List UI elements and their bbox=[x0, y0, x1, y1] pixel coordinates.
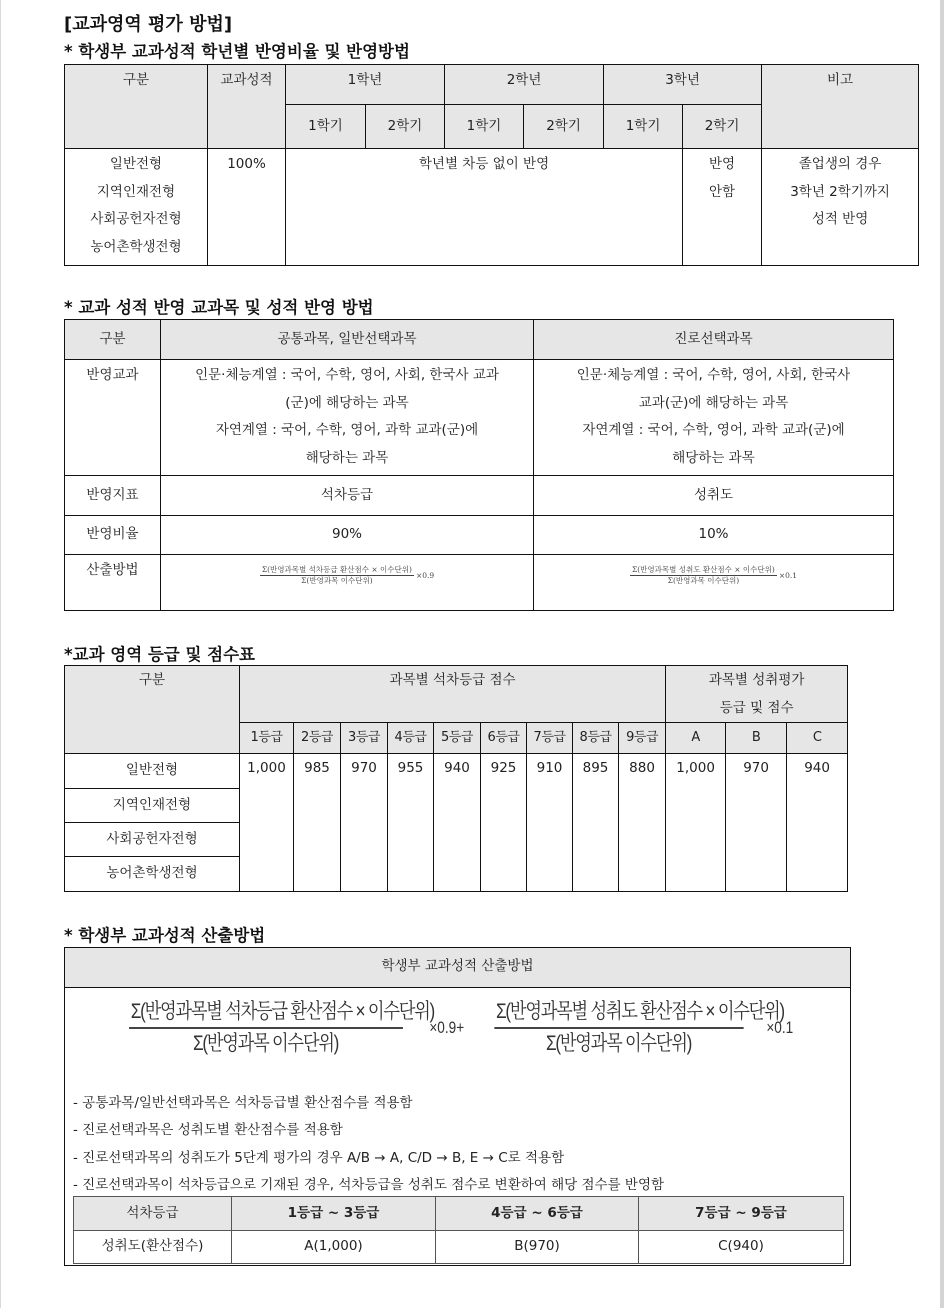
row-label-method: 산출방법 bbox=[65, 555, 161, 611]
header-achievement: C bbox=[787, 723, 848, 754]
reflection-cell: 학년별 차등 없이 반영 bbox=[286, 149, 683, 266]
admission-type: 일반전형 bbox=[109, 156, 163, 172]
header-grade: 7등급 bbox=[527, 723, 573, 754]
header-grade: 3등급 bbox=[341, 723, 388, 754]
remarks-line: 3학년 2학기까지 bbox=[790, 183, 890, 200]
header-remarks: 비고 bbox=[762, 65, 919, 149]
header-achievement-group bbox=[666, 666, 848, 723]
conversion-header: 4등급 ~ 6등급 bbox=[436, 1197, 639, 1231]
grade-score: 910 bbox=[527, 754, 573, 892]
total-formula bbox=[101, 990, 821, 1065]
formula-multiplier: ×0.9+ bbox=[429, 1017, 465, 1037]
conversion-header: 1등급 ~ 3등급 bbox=[232, 1197, 436, 1231]
header-grade: 5등급 bbox=[434, 723, 481, 754]
header-grade: 9등급 bbox=[619, 723, 666, 754]
formula-denominator: Σ(반영과목 이수단위) bbox=[193, 1031, 339, 1055]
grade-score-table bbox=[64, 665, 848, 892]
header-semester: 1학기 bbox=[445, 105, 524, 149]
admission-type: 사회공헌자전형 bbox=[90, 211, 182, 227]
admission-type: 지역인재전형 bbox=[96, 183, 176, 200]
grade-score: 1,000 bbox=[240, 754, 294, 892]
header-semester: 1학기 bbox=[286, 105, 366, 149]
formula-multiplier: ×0.9 bbox=[415, 570, 435, 580]
header-category: 구분 bbox=[65, 320, 161, 360]
subject-line: 해당하는 과목 bbox=[672, 449, 755, 466]
formula-denominator: Σ(반영과목 이수단위) bbox=[301, 576, 373, 585]
subject-line: 자연계열 : 국어, 수학, 영어, 과학 교과(군)에 bbox=[582, 422, 845, 438]
grade-score: 970 bbox=[341, 754, 388, 892]
header-career-subjects: 진로선택과목 bbox=[534, 320, 894, 360]
note-bullet: - 진로선택과목의 성취도가 5단계 평가의 경우 A/B → A, C/D → B, E → C로 적용함 bbox=[73, 1150, 565, 1166]
conversion-cell: B(970) bbox=[436, 1231, 639, 1264]
common-formula bbox=[260, 565, 434, 586]
admission-type: 일반전형 bbox=[65, 754, 240, 789]
row-label-ratio: 반영비율 bbox=[65, 516, 161, 555]
conversion-cell: C(940) bbox=[639, 1231, 844, 1264]
formula-denominator: Σ(반영과목 이수단위) bbox=[545, 1031, 692, 1055]
formula-numerator: Σ(반영과목별 성취도 환산점수 × 이수단위) bbox=[494, 997, 743, 1029]
header-semester: 2학기 bbox=[366, 105, 445, 149]
header-common-subjects: 공통과목, 일반선택과목 bbox=[161, 320, 534, 360]
conversion-cell: 성취도(환산점수) bbox=[74, 1231, 232, 1264]
achievement-header-line1: 과목별 성취평가 bbox=[708, 672, 805, 688]
subject-line: (군)에 해당하는 과목 bbox=[285, 394, 409, 411]
subject-line: 자연계열 : 국어, 수학, 영어, 과학 교과(군)에 bbox=[215, 422, 479, 438]
note-bullet: - 공통과목/일반선택과목은 석차등급별 환산점수를 적용함 bbox=[73, 1095, 413, 1111]
calculation-method-header: 학생부 교과성적 산출방법 bbox=[65, 948, 850, 988]
remarks-line: 졸업생의 경우 bbox=[798, 156, 882, 172]
conversion-header: 7등급 ~ 9등급 bbox=[639, 1197, 844, 1231]
admission-types-cell bbox=[65, 149, 208, 266]
not-reflected-line1: 반영 bbox=[708, 156, 736, 172]
header-category: 구분 bbox=[65, 65, 208, 149]
last-semester-cell bbox=[683, 149, 762, 266]
formula-multiplier: ×0.1 bbox=[778, 570, 798, 580]
career-ratio: 10% bbox=[534, 516, 894, 555]
subject-line: 교과(군)에 해당하는 과목 bbox=[638, 394, 789, 411]
header-grade: 2등급 bbox=[294, 723, 341, 754]
note-bullet: - 진로선택과목은 성취도별 환산점수를 적용함 bbox=[73, 1122, 343, 1138]
header-grade1: 1학년 bbox=[286, 65, 445, 105]
header-achievement: B bbox=[726, 723, 787, 754]
grade-score: 880 bbox=[619, 754, 666, 892]
grade-score: 925 bbox=[481, 754, 527, 892]
section2-heading: * 교과 성적 반영 교과목 및 성적 반영 방법 bbox=[64, 298, 374, 317]
header-achievement: A bbox=[666, 723, 726, 754]
common-method-cell bbox=[161, 555, 534, 611]
career-formula bbox=[630, 565, 797, 586]
header-semester: 2학기 bbox=[524, 105, 604, 149]
scrollbar-track[interactable] bbox=[940, 0, 944, 1308]
subject-reflection-table bbox=[64, 319, 894, 611]
page-title: [교과영역 평가 방법] bbox=[64, 14, 233, 35]
page-left-edge bbox=[0, 0, 1, 1308]
row-label-indicator: 반영지표 bbox=[65, 476, 161, 516]
header-subject-grade: 교과성적 bbox=[208, 65, 286, 149]
formula-numerator: Σ(반영과목별 성취도 환산점수 × 이수단위) bbox=[631, 565, 775, 574]
career-method-cell bbox=[534, 555, 894, 611]
common-indicator: 석차등급 bbox=[161, 476, 534, 516]
admission-type: 농어촌학생전형 bbox=[65, 857, 240, 892]
admission-type: 지역인재전형 bbox=[65, 789, 240, 823]
header-grade: 8등급 bbox=[573, 723, 619, 754]
remarks-cell bbox=[762, 149, 919, 266]
career-indicator: 성취도 bbox=[534, 476, 894, 516]
subject-line: 해당하는 과목 bbox=[305, 449, 389, 466]
grade-score: 955 bbox=[388, 754, 434, 892]
subject-line: 인문·체능계열 : 국어, 수학, 영어, 사회, 한국사 교과 bbox=[195, 367, 499, 383]
conversion-table bbox=[73, 1196, 844, 1264]
formula-numerator: Σ(반영과목별 석차등급 환산점수 × 이수단위) bbox=[129, 997, 403, 1029]
grade-score: 940 bbox=[434, 754, 481, 892]
header-grade3: 3학년 bbox=[604, 65, 762, 105]
achievement-score: 1,000 bbox=[666, 754, 726, 892]
header-category: 구분 bbox=[65, 666, 240, 754]
header-grade: 4등급 bbox=[388, 723, 434, 754]
grade-year-ratio-table bbox=[64, 64, 919, 266]
achievement-header-line2: 등급 및 점수 bbox=[719, 699, 794, 716]
achievement-score: 940 bbox=[787, 754, 848, 892]
formula-multiplier: ×0.1 bbox=[765, 1017, 793, 1037]
header-grade: 1등급 bbox=[240, 723, 294, 754]
header-semester: 1학기 bbox=[604, 105, 683, 149]
grade-score: 895 bbox=[573, 754, 619, 892]
section1-heading: * 학생부 교과성적 학년별 반영비율 및 반영방법 bbox=[64, 42, 410, 61]
common-ratio: 90% bbox=[161, 516, 534, 555]
header-grade: 6등급 bbox=[481, 723, 527, 754]
conversion-header: 석차등급 bbox=[74, 1197, 232, 1231]
grade-score: 985 bbox=[294, 754, 341, 892]
formula-numerator: Σ(반영과목별 석차등급 환산점수 × 이수단위) bbox=[261, 565, 412, 574]
ratio-cell: 100% bbox=[208, 149, 286, 266]
admission-type: 사회공헌자전형 bbox=[65, 823, 240, 857]
achievement-score: 970 bbox=[726, 754, 787, 892]
section3-heading: *교과 영역 등급 및 점수표 bbox=[64, 645, 255, 664]
not-reflected-line2: 안함 bbox=[708, 183, 736, 200]
career-subjects-cell bbox=[534, 360, 894, 476]
header-semester: 2학기 bbox=[683, 105, 762, 149]
subject-line: 인문·체능계열 : 국어, 수학, 영어, 사회, 한국사 bbox=[576, 367, 851, 383]
header-grade2: 2학년 bbox=[445, 65, 604, 105]
common-subjects-cell bbox=[161, 360, 534, 476]
row-label-subjects: 반영교과 bbox=[65, 360, 161, 476]
header-rank-group: 과목별 석차등급 점수 bbox=[240, 666, 666, 723]
formula-denominator: Σ(반영과목 이수단위) bbox=[667, 576, 740, 585]
section4-heading: * 학생부 교과성적 산출방법 bbox=[64, 926, 266, 945]
note-bullet: - 진로선택과목이 석차등급으로 기재된 경우, 석차등급을 성취도 점수로 변환하여 해당 점수를 반영함 bbox=[73, 1177, 665, 1193]
conversion-cell: A(1,000) bbox=[232, 1231, 436, 1264]
admission-type: 농어촌학생전형 bbox=[90, 238, 182, 255]
remarks-line: 성적 반영 bbox=[811, 211, 869, 227]
